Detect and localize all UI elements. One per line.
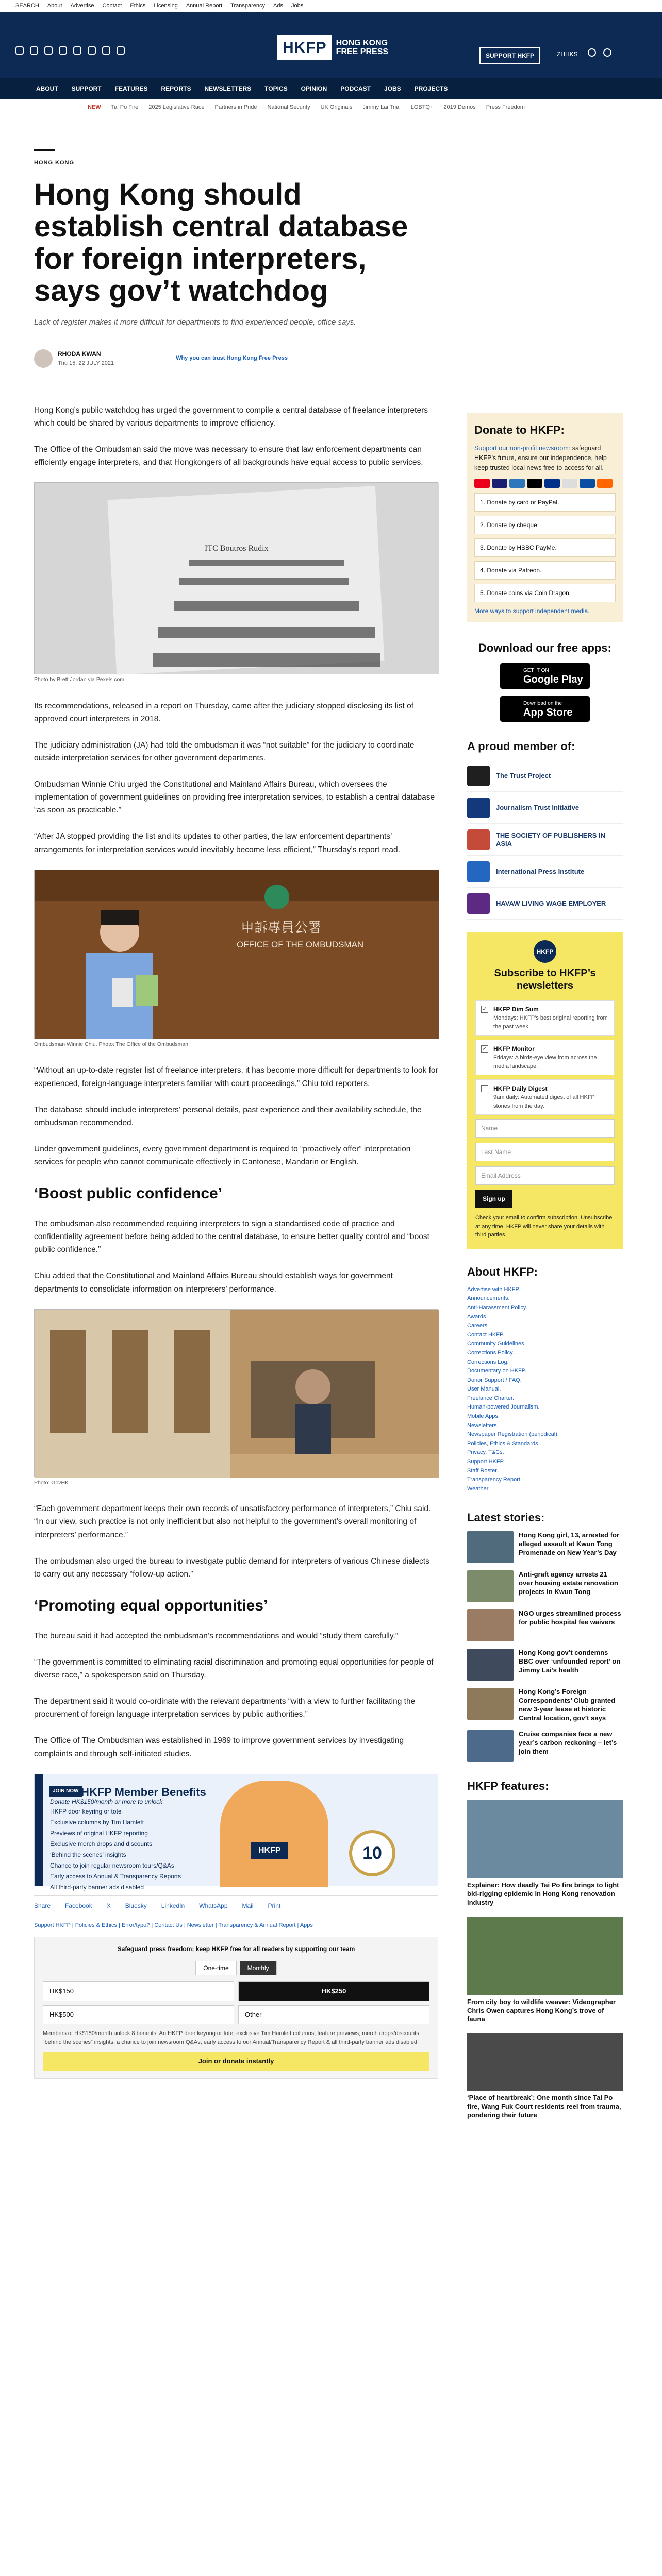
member-benefits-banner[interactable] [34,1774,438,1891]
article-title: Hong Kong should establish central database for foreign interpreters, says gov’t watchdog [34,177,408,308]
story-item[interactable] [467,1570,623,1602]
paragraph: “The government is committed to eliminating racial discrimination and promoting equal opportunities for people of diverse race,” a spokesperson said on Thursday. [34,1658,434,1680]
search-icon[interactable] [603,48,611,57]
sidebar [467,413,623,2129]
amount-option[interactable]: HK$150 [43,1981,234,2001]
member-org[interactable] [467,824,623,856]
nav-item[interactable]: JOBS [384,85,401,92]
publish-date: Thu 15: 22 JULY 2021 [58,360,114,366]
member-org-name: The Trust Project [496,771,551,779]
section-heading: ‘Boost public confidence’ [34,1185,223,1202]
benefit-item: ‘Behind the scenes’ insights [50,1851,126,1858]
tab-monthly[interactable]: Monthly [240,1961,277,1975]
threads-icon[interactable] [59,46,67,55]
logo-mark: HKFP [277,35,332,60]
author-avatar[interactable] [34,349,53,368]
newsletter-widget [467,932,623,1249]
ticker-link[interactable]: Tai Po Fire [111,104,139,111]
checkbox-checked-icon[interactable]: ✓ [481,1006,488,1013]
photo-caption: Photo: GovHK. [34,1479,71,1486]
story-item[interactable] [467,1649,623,1681]
sign-text-chinese: 申訴專員公署 [241,919,322,935]
member-org-name: THE SOCIETY OF PUBLISHERS IN ASIA [495,832,606,848]
about-list [467,1285,623,1494]
checkbox-icon[interactable] [481,1085,488,1092]
feature-card[interactable] [467,1917,623,2024]
email-input[interactable]: Email Address [475,1166,615,1185]
visa-icon [492,479,507,488]
why-trust-link[interactable]: Why you can trust Hong Kong Free Press [176,355,288,362]
paragraph: The database should include interpreters’ personal details, past experience and their availability schedule, the ombudsman recommended. [34,1105,422,1127]
utility-link[interactable]: Licensing [154,3,178,9]
member-org[interactable] [467,760,623,792]
benefit-list [50,1806,181,1893]
jti-logo [467,798,490,818]
article-category[interactable]: HONG KONG [34,160,75,166]
latest-stories [467,1507,623,1762]
donate-title: Donate to HKFP: [474,423,565,436]
story-thumbnail [467,1688,514,1720]
about-link[interactable]: Careers. [467,1323,489,1329]
member-title: A proud member of: [467,740,575,753]
support-hkfp-button[interactable]: SUPPORT HKFP [479,47,540,64]
payment-icons [474,479,616,488]
paragraph: The department said it would co-ordinate with the relevant departments “with a view to further facilitating the procurement of foreign language interpretation services by public authorities.” [34,1697,416,1719]
byline-text [58,349,114,367]
story-item[interactable] [467,1609,623,1641]
newsletter-logo: HKFP [534,940,556,963]
newsletter-desc: 9am daily: Automated digest of all HKFP stories from the day. [493,1094,595,1109]
story-thumbnail [467,1531,514,1563]
story-item[interactable] [467,1531,623,1563]
interpreter-document-photo [34,482,438,674]
paragraph: Chiu added that the Constitutional and Mainland Affairs Bureau should establish ways for government departments to consolidate information on interpreters’ performance. [34,1272,393,1294]
ticker-link[interactable]: UK Originals [320,104,353,111]
bluesky-icon[interactable] [117,46,125,55]
youtube-icon[interactable] [73,46,81,55]
social-icons [15,46,125,55]
nav-item[interactable]: NEWSLETTERS [204,85,252,92]
story-thumbnail [467,1570,514,1602]
paragraph: The judiciary administration (JA) had told the ombudsman it was “not suitable” for the judiciary to coordinate outside interpretation services for other government departments. [34,740,415,763]
newsletter-option[interactable] [475,1040,615,1075]
ticker-link[interactable]: 2025 Legislative Race [148,104,205,111]
about-link[interactable]: Staff Roster. [467,1467,499,1474]
language-switch[interactable]: ZHHKS [557,50,578,58]
feature-image [467,1800,623,1878]
member-benefits-note: Members of HK$150/month unlock 8 benefits: An HKFP deer keyring or tote; exclusive Tim Hamlett columns; feature previews; merch drops/discounts; “behind the scenes” insights; a chance to join newsroom Q&As; early access to our Annual/Transparency Report & all third-party banner ads disabled. [43,2030,421,2045]
donate-intro [474,444,616,472]
amount-option-selected[interactable]: HK$250 [238,1981,429,2001]
sopa-logo [467,829,490,850]
story-headline[interactable]: Hong Kong girl, 13, arrested for alleged assault at Kwun Tong Promenade on New Year’s Day [519,1531,620,1557]
utility-link[interactable]: Transparency [230,3,265,9]
about-link[interactable]: Human-powered Journalism. [467,1404,540,1411]
feature-image [467,1917,623,1995]
about-title: About HKFP: [467,1265,538,1278]
story-item[interactable] [467,1688,623,1723]
mascot-label: HKFP [251,1842,288,1859]
govhk-photo [34,1309,438,1477]
instagram-icon[interactable] [44,46,53,55]
join-donate-button[interactable]: Join or donate instantly [43,2052,429,2071]
member-org[interactable] [467,888,623,920]
first-name-input[interactable]: Name [475,1119,615,1138]
membership-widget [467,736,623,920]
donate-option[interactable]: 5. Donate coins via Coin Dragon. [474,584,616,602]
feature-image [467,2033,623,2091]
donate-option[interactable]: 3. Donate by HSBC PayMe. [474,538,616,557]
about-link[interactable]: Donor Support / FAQ. [467,1377,522,1383]
article [34,149,438,2079]
about-link[interactable]: Freelance Charter. [467,1395,515,1401]
about-link[interactable]: Support HKFP. [467,1459,505,1465]
newsletter-name: HKFP Dim Sum [493,1006,539,1013]
story-headline[interactable]: Cruise companies face a new year’s carbon reckoning – let’s join them [519,1730,617,1755]
banner-title: HKFP Member Benefits [81,1785,206,1799]
apps-title: Download our free apps: [478,641,611,655]
amount-grid [43,1981,429,2024]
donation-box [34,1937,438,2079]
donate-intro-link[interactable]: Support our non-profit newsroom: [474,445,571,452]
donate-option[interactable]: 4. Donate via Patreon. [474,561,616,580]
google-pay-icon [562,479,577,488]
newsletter-name: HKFP Monitor [493,1045,535,1053]
story-thumbnail [467,1649,514,1681]
nav-item[interactable]: SUPPORT [71,85,102,92]
benefit-item: All third-party banner ads disabled [50,1883,144,1891]
member-org[interactable] [467,792,623,824]
topic-ticker [0,99,662,116]
paragraph: “Without an up-to-date register list of freelance interpreters, it has become more difficult for departments to look for experienced, foreign-language interpreters familiar with court proceedings,” Chiu told reporters. [34,1066,438,1088]
about-link[interactable]: Transparency Report. [467,1477,522,1483]
member-org-name: Journalism Trust Initiative [496,803,580,811]
about-link[interactable]: Contact HKFP. [467,1331,504,1338]
utility-link[interactable]: Ethics [130,3,146,9]
share-bar [34,1895,438,1910]
last-name-input[interactable]: Last Name [475,1143,615,1161]
story-thumbnail [467,1609,514,1641]
ticker-link[interactable]: Jimmy Lai Trial [362,104,401,111]
feature-card[interactable] [467,1800,623,1907]
utility-link[interactable]: Annual Report [186,3,223,9]
story-thumbnail [467,1730,514,1762]
feature-card[interactable] [467,2033,623,2120]
ticker-link[interactable]: Partners in Pride [214,104,257,111]
discover-icon [597,479,613,488]
document-text: ITC Boutros Rudix [205,544,269,553]
donate-option[interactable]: 1. Donate by card or PayPal. [474,493,616,512]
about-link[interactable]: Corrections Policy. [467,1349,514,1356]
paragraph: “Each government department keeps their own records of unsatisfactory performance of interpreters,” Chiu said. “In our view, such practice is not only inefficient but also not helpful to the government’s overall monitoring of interpreters’ performance.” [34,1504,431,1539]
share-linkedin-link[interactable]: LinkedIn [161,1902,185,1909]
paragraph: The Office of The Ombudsman was established in 1989 to improve government services by investigating complaints and through self-initiated studies. [34,1736,404,1758]
new-badge: NEW [88,104,101,111]
logo-line: FREE PRESS [336,47,389,56]
ipi-logo [467,861,490,882]
newsletter-option[interactable] [475,1079,615,1115]
photo-caption: Photo by Brett Jordan via Pexels.com. [34,676,126,683]
nav-item[interactable]: REPORTS [161,85,191,92]
about-link[interactable]: Policies, Ethics & Standards. [467,1440,540,1447]
utility-bar [0,0,662,12]
share-facebook-link[interactable]: Facebook [65,1902,92,1909]
facebook-icon[interactable] [15,46,24,55]
donation-header: Safeguard press freedom; keep HKFP free for all readers by supporting our team [117,1945,355,1953]
feature-headline[interactable]: From city boy to wildlife weaver: Videographer Chris Owen captures Hong Kong’s trove of fauna [467,1997,616,2023]
share-whatsapp-link[interactable]: WhatsApp [199,1902,228,1909]
about-link[interactable]: Anti-Harassment Policy. [467,1304,527,1311]
donation-tabs [43,1961,429,1975]
about-link[interactable]: Weather. [467,1485,490,1492]
share-print-link[interactable]: Print [268,1902,281,1909]
app-store-label: App Store [523,707,573,719]
newsletter-fine-print: Check your email to confirm subscription. Unsubscribe at any time. HKFP will never share your details with third parties. [475,1215,613,1239]
story-headline[interactable]: Anti-graft agency arrests 21 over housing estate renovation projects in Kwun Tong [519,1570,618,1596]
share-label: Share [34,1902,51,1909]
about-link[interactable]: Awards. [467,1313,488,1320]
ticker-link[interactable]: 2019 Demos [443,104,476,111]
paypal-icon [544,479,560,488]
app-store-small: Download on the [523,701,562,707]
linkedin-icon[interactable] [88,46,96,55]
x-icon[interactable] [30,46,38,55]
benefit-item: HKFP door keyring or tote [50,1807,122,1815]
share-x-link[interactable]: X [106,1902,111,1909]
nav-item[interactable]: TOPICS [264,85,288,92]
mastercard-icon [474,479,490,488]
about-widget [467,1261,623,1494]
newsletter-option[interactable] [475,1000,615,1036]
benefit-item: Exclusive merch drops and discounts [50,1840,153,1848]
utility-link[interactable]: Ads [273,3,283,9]
site-logo[interactable] [277,35,388,60]
google-play-label: Google Play [523,674,583,686]
nav-item[interactable]: PROJECTS [414,85,448,92]
member-org-name: International Press Institute [496,867,585,875]
more-ways-link[interactable]: More ways to support independent media. [474,607,590,615]
article-subtitle: Lack of register makes it more difficult for departments to find experienced people, office says. [34,318,356,327]
section-heading: ‘Promoting equal opportunities’ [34,1597,268,1614]
trust-project-logo [467,766,490,786]
google-play-small: GET IT ON [523,668,549,674]
about-link[interactable]: Announcements. [467,1295,510,1302]
google-play-button[interactable] [500,663,590,689]
newsletter-title: Subscribe to HKFP’s newsletters [494,968,596,992]
ombudsman-photo [34,870,438,1039]
ticker-link[interactable]: Press Freedom [486,104,525,111]
apps-widget [467,637,623,722]
tab-one-time[interactable]: One-time [195,1961,236,1975]
utility-link[interactable]: Contact [102,3,122,9]
story-item[interactable] [467,1730,623,1762]
donate-widget [467,413,623,622]
utility-link[interactable]: SEARCH [15,3,39,9]
join-now-badge[interactable]: JOIN NOW [49,1786,82,1797]
benefit-item: Chance to join regular newsroom tours/Q&As [50,1861,174,1869]
features-widget [467,1775,623,2120]
benefit-item: Exclusive columns by Tim Hamlett [50,1818,144,1826]
checkbox-checked-icon[interactable]: ✓ [481,1045,488,1053]
ombudsman-illustration [35,870,439,1039]
donate-intro-text: safeguard HKFP’s future, ensure our independence, help keep trusted local news free-to-access for all. [474,445,607,471]
about-link[interactable]: Advertise with HKFP. [467,1286,520,1293]
member-org-name: HAVAW LIVING WAGE EMPLOYER [496,899,606,907]
story-headline[interactable]: Hong Kong gov’t condemns BBC over ‘unfounded report’ on Jimmy Lai’s health [519,1649,621,1674]
apple-pay-icon [527,479,542,488]
about-link[interactable]: Privacy, T&Cs. [467,1449,504,1456]
photo-caption: Ombudsman Winnie Chiu. Photo: The Office of the Ombudsman. [34,1041,190,1047]
amex-icon [509,479,525,488]
divider [34,149,55,151]
deer-mascot-illustration [220,1781,328,1887]
amount-option[interactable]: HK$500 [43,2005,234,2025]
user-icon[interactable] [588,48,596,57]
about-link[interactable]: Community Guidelines. [467,1341,526,1347]
nav-item[interactable]: FEATURES [114,85,148,92]
paragraph: Its recommendations, released in a report on Thursday, came after the judiciary stopped disclosing its list of approved court interpreters in 2018. [34,701,414,723]
share-bluesky-link[interactable]: Bluesky [125,1902,147,1909]
author-name[interactable]: RHODA KWAN [58,350,101,358]
paragraph: The ombudsman also recommended requiring interpreters to sign a standardised code of practice and confidentiality agreement before being added to the central database, to ensure better quality control and “boost public confidence.” [34,1219,429,1255]
sign-up-button[interactable]: Sign up [475,1190,512,1208]
paragraph: “After JA stopped providing the list and its updates to other parties, the law enforcement departments’ arrangements for interpretation services would inevitably become less efficient,” Thursday’s report read. [34,832,400,854]
main-nav [0,78,662,99]
newsletter-desc: Fridays: A birds-eye view from across the media landscape. [493,1055,597,1070]
donate-option[interactable]: 2. Donate by cheque. [474,516,616,534]
nav-item[interactable]: OPINION [301,85,327,92]
paragraph: Hong Kong’s public watchdog has urged the government to compile a central database of freelance interpreters which could be shared by various departments to improve efficiency. [34,405,428,428]
anniversary-badge: 10 [349,1830,395,1876]
utility-link[interactable]: Jobs [291,3,304,9]
benefit-item: Early access to Annual & Transparency Reports [50,1872,181,1880]
about-link[interactable]: Newsletters. [467,1422,499,1429]
ticker-link[interactable]: National Security [267,104,310,111]
utility-link[interactable]: Advertise [70,3,94,9]
feature-headline[interactable]: Explainer: How deadly Tai Po fire brings to light bid-rigging epidemic in Hong Kong renovation industry [467,1880,619,1906]
benefit-item: Previews of original HKFP reporting [50,1829,148,1837]
share-mail-link[interactable]: Mail [242,1902,254,1909]
header-icons [588,48,611,57]
about-link[interactable]: Mobile Apps. [467,1413,500,1420]
banner-subtitle: Donate HK$150/month or more to unlock [50,1798,163,1805]
nav-item[interactable]: ABOUT [36,85,58,92]
telegram-icon[interactable] [102,46,110,55]
paragraph: The ombudsman also urged the bureau to investigate public demand for interpreters of various Chinese dialects to carry out any necessary “follow-up action.” [34,1556,429,1579]
logo-line: HONG KONG [336,38,388,47]
about-link[interactable]: Corrections Log. [467,1359,509,1365]
newsletter-desc: Mondays: HKFP’s best original reporting from the past week. [493,1015,608,1030]
about-link[interactable]: Documentary on HKFP. [467,1368,526,1375]
newsletter-name: HKFP Daily Digest [493,1085,548,1093]
ticker-link[interactable]: LGBTQ+ [410,104,434,111]
banner-accent [35,1774,43,1886]
site-header [0,12,662,78]
paragraph: The bureau said it had accepted the ombudsman’s recommendations and would “study them carefully.” [34,1631,398,1640]
paragraph: The Office of the Ombudsman said the move was necessary to ensure that law enforcement departments can efficiently engage interpreters, and that Hongkongers of all backgrounds have equal access to public services. [34,445,423,467]
about-link[interactable]: Newspaper Registration (periodical). [467,1431,559,1438]
about-link[interactable]: User Manual. [467,1386,501,1393]
paragraph: Ombudsman Winnie Chiu urged the Constitutional and Mainland Affairs Bureau, which oversees the implementation of government guidelines on providing free interpretation services, to establish a central database “as soon as practicable.” [34,780,435,815]
jcb-icon [580,479,595,488]
story-headline[interactable]: Hong Kong’s Foreign Correspondents’ Club granted new 3-year lease at historic Central location, gov’t says [519,1688,616,1722]
story-headline[interactable]: NGO urges streamlined process for public hospital fee waivers [519,1609,621,1626]
nav-item[interactable]: PODCAST [340,85,371,92]
utility-link[interactable]: About [47,3,62,9]
sign-text-english: OFFICE OF THE OMBUDSMAN [237,939,364,950]
paragraph: Under government guidelines, every government department is required to “proactively offer” interpretation services for people who cannot communicate effectively in Cantonese, Mandarin or English. [34,1144,411,1166]
byline [34,349,438,368]
article-footer-links[interactable]: Support HKFP | Policies & Ethics | Error/typo? | Contact Us | Newsletter | Transparency & Annual Report | Apps [34,1917,438,1930]
app-store-button[interactable] [500,696,590,722]
living-wage-logo [467,893,490,914]
logo-text [336,39,388,57]
features-title: HKFP features: [467,1779,549,1792]
member-org[interactable] [467,856,623,888]
latest-title: Latest stories: [467,1511,545,1524]
office-illustration [35,1310,439,1478]
feature-headline[interactable]: ‘Place of heartbreak’: One month since Tai Po fire, Wang Fuk Court residents reel from trauma, pondering their future [467,2094,621,2120]
document-illustration [35,483,439,674]
amount-option-other[interactable]: Other [238,2005,429,2025]
